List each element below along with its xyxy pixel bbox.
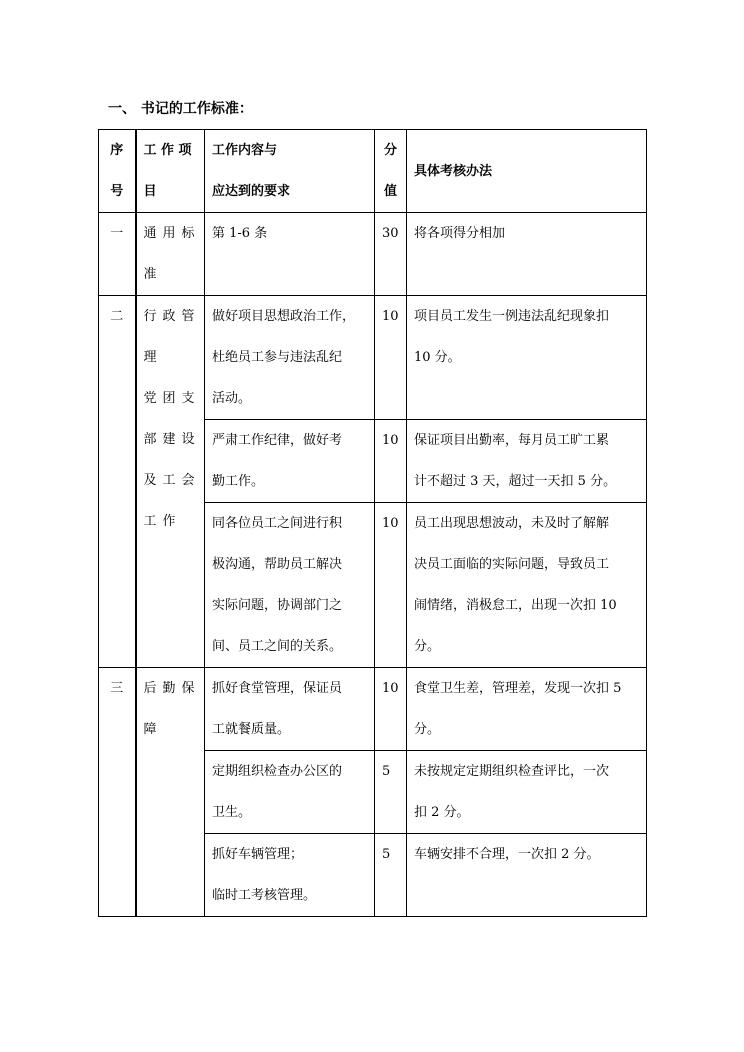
method-cell: 食堂卫生差，管理差，发现一次扣 5 分。 (407, 668, 647, 751)
table-row (99, 296, 647, 420)
item-cell: 行政管 理 党团支 部建设 及工会 工作 (136, 296, 205, 668)
seq-cell: 三 (99, 668, 136, 917)
header-content: 工作内容与 应达到的要求 (205, 130, 375, 213)
header-method: 具体考核办法 (407, 130, 647, 213)
table-header-row (99, 130, 647, 213)
method-cell: 将各项得分相加 (407, 213, 647, 296)
section-heading: 一、 书记的工作标准： (108, 101, 253, 117)
header-score: 分 值 (375, 130, 407, 213)
content-cell: 抓好车辆管理； 临时工考核管理。 (205, 834, 375, 917)
seq-cell: 二 (99, 296, 136, 668)
score-cell: 5 (375, 751, 407, 834)
method-cell: 员工出现思想波动，未及时了解解 决员工面临的实际问题，导致员工 闹情绪，消极怠工，出现一次扣 10 分。 (407, 503, 647, 668)
score-cell: 10 (375, 296, 407, 420)
content-cell: 同各位员工之间进行积 极沟通，帮助员工解决 实际问题，协调部门之 间、员工之间的关系。 (205, 503, 375, 668)
method-cell: 未按规定定期组织检查评比，一次 扣 2 分。 (407, 751, 647, 834)
method-cell: 车辆安排不合理，一次扣 2 分。 (407, 834, 647, 917)
content-cell: 做好项目思想政治工作， 杜绝员工参与违法乱纪 活动。 (205, 296, 375, 420)
method-cell: 保证项目出勤率，每月员工旷工累 计不超过 3 天，超过一天扣 5 分。 (407, 420, 647, 503)
item-cell: 后勤保 障 (136, 668, 205, 917)
standards-table (98, 129, 647, 917)
method-cell: 项目员工发生一例违法乱纪现象扣 10 分。 (407, 296, 647, 420)
header-seq: 序 号 (99, 130, 136, 213)
score-cell: 5 (375, 834, 407, 917)
score-cell: 10 (375, 420, 407, 503)
score-cell: 10 (375, 503, 407, 668)
content-cell: 抓好食堂管理，保证员 工就餐质量。 (205, 668, 375, 751)
header-item: 工 作 项 目 (136, 130, 205, 213)
content-cell: 严肃工作纪律，做好考 勤工作。 (205, 420, 375, 503)
content-cell: 定期组织检查办公区的 卫生。 (205, 751, 375, 834)
score-cell: 10 (375, 668, 407, 751)
seq-cell: 一 (99, 213, 136, 296)
score-cell: 30 (375, 213, 407, 296)
table-row (99, 213, 647, 296)
item-cell: 通用标 准 (136, 213, 205, 296)
content-cell: 第 1-6 条 (205, 213, 375, 296)
table-row (99, 668, 647, 751)
